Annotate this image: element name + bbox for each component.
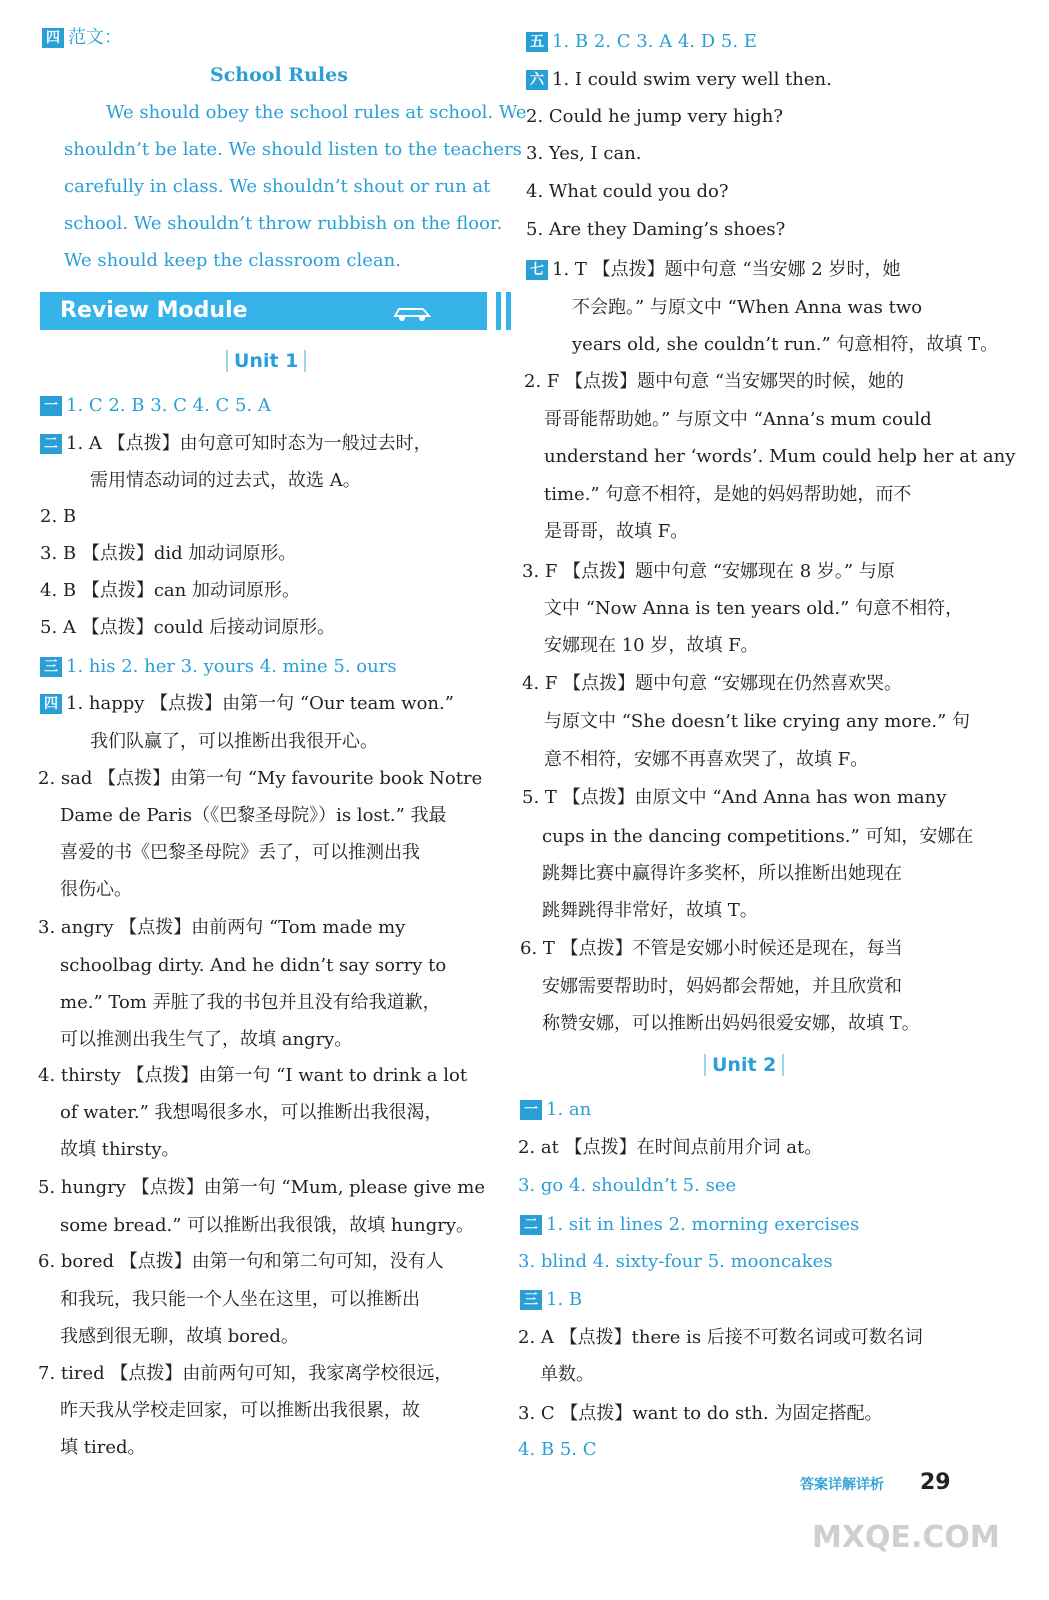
answer-line: 七 1. T 【点拨】题中句意 “当安娜 2 岁时，她 <box>526 258 900 282</box>
answer-line: 是哥哥，故填 F。 <box>544 521 689 542</box>
section-mark-6: 六 <box>526 70 548 90</box>
answer-line: 3. B 【点拨】did 加动词原形。 <box>40 543 297 564</box>
answer-line: 2. Could he jump very high? <box>526 106 783 127</box>
answer-line: 和我玩，我只能一个人坐在这里，可以推断出 <box>60 1289 420 1310</box>
answer-line: 安娜现在 10 岁，故填 F。 <box>544 635 759 656</box>
answer-line: me.” Tom 弄脏了我的书包并且没有给我道歉， <box>60 992 441 1013</box>
answer-line: 3. Yes, I can. <box>526 143 642 164</box>
section-mark-1: 一 <box>40 396 62 416</box>
answer-line: years old, she couldn’t run.” 句意相符，故填 T。 <box>572 334 999 355</box>
review-module-banner <box>40 292 487 330</box>
essay-line: We should keep the classroom clean. <box>64 250 401 271</box>
answer-line: 3. C 【点拨】want to do sth. 为固定搭配。 <box>518 1403 883 1424</box>
section-mark-3: 三 <box>40 657 62 677</box>
answer-line: 我感到很无聊，故填 bored。 <box>60 1326 299 1347</box>
answer-line: 五 1. B 2. C 3. A 4. D 5. E <box>526 30 757 54</box>
answer-line: 需用情态动词的过去式，故选 A。 <box>90 470 361 491</box>
answer-line: 喜爱的书《巴黎圣母院》丢了，可以推测出我 <box>60 842 420 863</box>
answer-line: 与原文中 “She doesn’t like crying any more.” 句 <box>544 711 971 732</box>
answer-line: 文中 “Now Anna is ten years old.” 句意不相符， <box>544 598 964 619</box>
answer-line: 3. go 4. shouldn’t 5. see <box>518 1175 737 1196</box>
unit-1-heading: Unit 1 <box>226 350 306 372</box>
answer-line: 三 1. B <box>520 1288 582 1312</box>
model-essay-label: 四 范文： <box>42 26 122 50</box>
section-mark-4: 四 <box>42 28 64 48</box>
answer-line: 不会跑。” 与原文中 “When Anna was two <box>572 297 923 318</box>
answer-line: 六 1. I could swim very well then. <box>526 68 832 92</box>
page-number: 29 <box>920 1470 951 1495</box>
unit-2-heading: Unit 2 <box>704 1054 784 1076</box>
answer-line: understand her ‘words’. Mum could help her at any <box>544 446 1016 467</box>
answer-line: 我们队赢了，可以推断出我很开心。 <box>90 731 378 752</box>
answer-line: of water.” 我想喝很多水，可以推断出我很渴， <box>60 1102 443 1123</box>
answer-line: 2. sad 【点拨】由第一句 “My favourite book Notre <box>38 768 483 789</box>
section-mark-4b: 四 <box>40 694 62 714</box>
answer-line: schoolbag dirty. And he didn’t say sorry to <box>60 955 447 976</box>
answer-line: Dame de Paris（《巴黎圣母院》）is lost.” 我最 <box>60 805 447 826</box>
footer-label: 答案详解详析 <box>800 1477 884 1493</box>
answer-line: 4. F 【点拨】题中句意 “安娜现在仍然喜欢哭。 <box>522 673 903 694</box>
answer-line: some bread.” 可以推断出我很饿，故填 hungry。 <box>60 1215 474 1236</box>
answer-line: 哥哥能帮助她。” 与原文中 “Anna’s mum could <box>544 409 932 430</box>
section-mark-2: 二 <box>40 434 62 454</box>
answer-line: 2. B <box>40 506 77 527</box>
answer-line: 2. F 【点拨】题中句意 “当安娜哭的时候，她的 <box>524 371 905 392</box>
answer-line: 一 1. C 2. B 3. C 4. C 5. A <box>40 394 271 418</box>
answer-line: 故填 thirsty。 <box>60 1139 180 1160</box>
essay-line: school. We shouldn’t throw rubbish on the floor. <box>64 213 503 234</box>
section-mark-5: 五 <box>526 32 548 52</box>
answer-line: 安娜需要帮助时，妈妈都会帮她，并且欣赏和 <box>542 976 902 997</box>
answer-line: 3. angry 【点拨】由前两句 “Tom made my <box>38 917 406 938</box>
answer-line: 6. bored 【点拨】由第一句和第二句可知，没有人 <box>38 1251 444 1272</box>
answer-line: 跳舞跳得非常好，故填 T。 <box>542 900 758 921</box>
answer-line: 6. T 【点拨】不管是安娜小时候还是现在，每当 <box>520 938 903 959</box>
answer-line: 很伤心。 <box>60 879 132 900</box>
answer-line: 二 1. A 【点拨】由句意可知时态为一般过去时， <box>40 432 432 456</box>
banner-title: Review Module <box>60 298 248 323</box>
answer-line: 3. F 【点拨】题中句意 “安娜现在 8 岁。” 与原 <box>522 561 895 582</box>
essay-line: carefully in class. We shouldn’t shout or run at <box>64 176 491 197</box>
answer-line: 5. A 【点拨】could 后接动词原形。 <box>40 617 336 638</box>
section-mark-1b: 一 <box>520 1100 542 1120</box>
answer-line: 可以推测出我生气了，故填 angry。 <box>60 1029 353 1050</box>
section-mark-2b: 二 <box>520 1215 542 1235</box>
answer-line: 5. hungry 【点拨】由第一句 “Mum, please give me <box>38 1177 485 1198</box>
answer-line: 一 1. an <box>520 1098 591 1122</box>
answer-line: 2. at 【点拨】在时间点前用介词 at。 <box>518 1137 823 1158</box>
answer-line: 三 1. his 2. her 3. yours 4. mine 5. ours <box>40 655 397 679</box>
section-mark-3b: 三 <box>520 1290 542 1310</box>
answer-line: 二 1. sit in lines 2. morning exercises <box>520 1213 859 1237</box>
watermark: MXQE.COM <box>812 1520 1000 1555</box>
essay-line: shouldn’t be late. We should listen to the teachers <box>64 139 522 160</box>
answer-line: 四 1. happy 【点拨】由第一句 “Our team won.” <box>40 692 454 716</box>
answer-line: 称赞安娜，可以推断出妈妈很爱安娜，故填 T。 <box>542 1013 920 1034</box>
answer-line: time.” 句意不相符，是她的妈妈帮助她，而不 <box>544 484 912 505</box>
answer-line: 4. B 5. C <box>518 1439 597 1460</box>
answer-line: 2. A 【点拨】there is 后接不可数名词或可数名词 <box>518 1327 923 1348</box>
answer-line: 跳舞比赛中赢得许多奖杯，所以推断出她现在 <box>542 863 902 884</box>
section-mark-7: 七 <box>526 260 548 280</box>
answer-line: cups in the dancing competitions.” 可知，安娜在 <box>542 826 974 847</box>
banner-stripe <box>496 292 501 330</box>
essay-line: We should obey the school rules at school. We <box>106 102 527 123</box>
car-icon <box>389 302 437 322</box>
answer-line: 3. blind 4. sixty-four 5. mooncakes <box>518 1251 833 1272</box>
answer-line: 昨天我从学校走回家，可以推断出我很累，故 <box>60 1400 420 1421</box>
answer-line: 4. B 【点拨】can 加动词原形。 <box>40 580 300 601</box>
answer-line: 5. T 【点拨】由原文中 “And Anna has won many <box>522 787 947 808</box>
answer-line: 4. thirsty 【点拨】由第一句 “I want to drink a lot <box>38 1065 468 1086</box>
essay-title: School Rules <box>210 64 348 86</box>
banner-stripe <box>506 292 511 330</box>
answer-line: 填 tired。 <box>60 1437 146 1458</box>
answer-line: 7. tired 【点拨】由前两句可知，我家离学校很远， <box>38 1363 453 1384</box>
answer-line: 意不相符，安娜不再喜欢哭了，故填 F。 <box>544 749 869 770</box>
answer-line: 4. What could you do? <box>526 181 729 202</box>
answer-line: 单数。 <box>540 1364 594 1385</box>
answer-line: 5. Are they Daming’s shoes? <box>526 219 786 240</box>
